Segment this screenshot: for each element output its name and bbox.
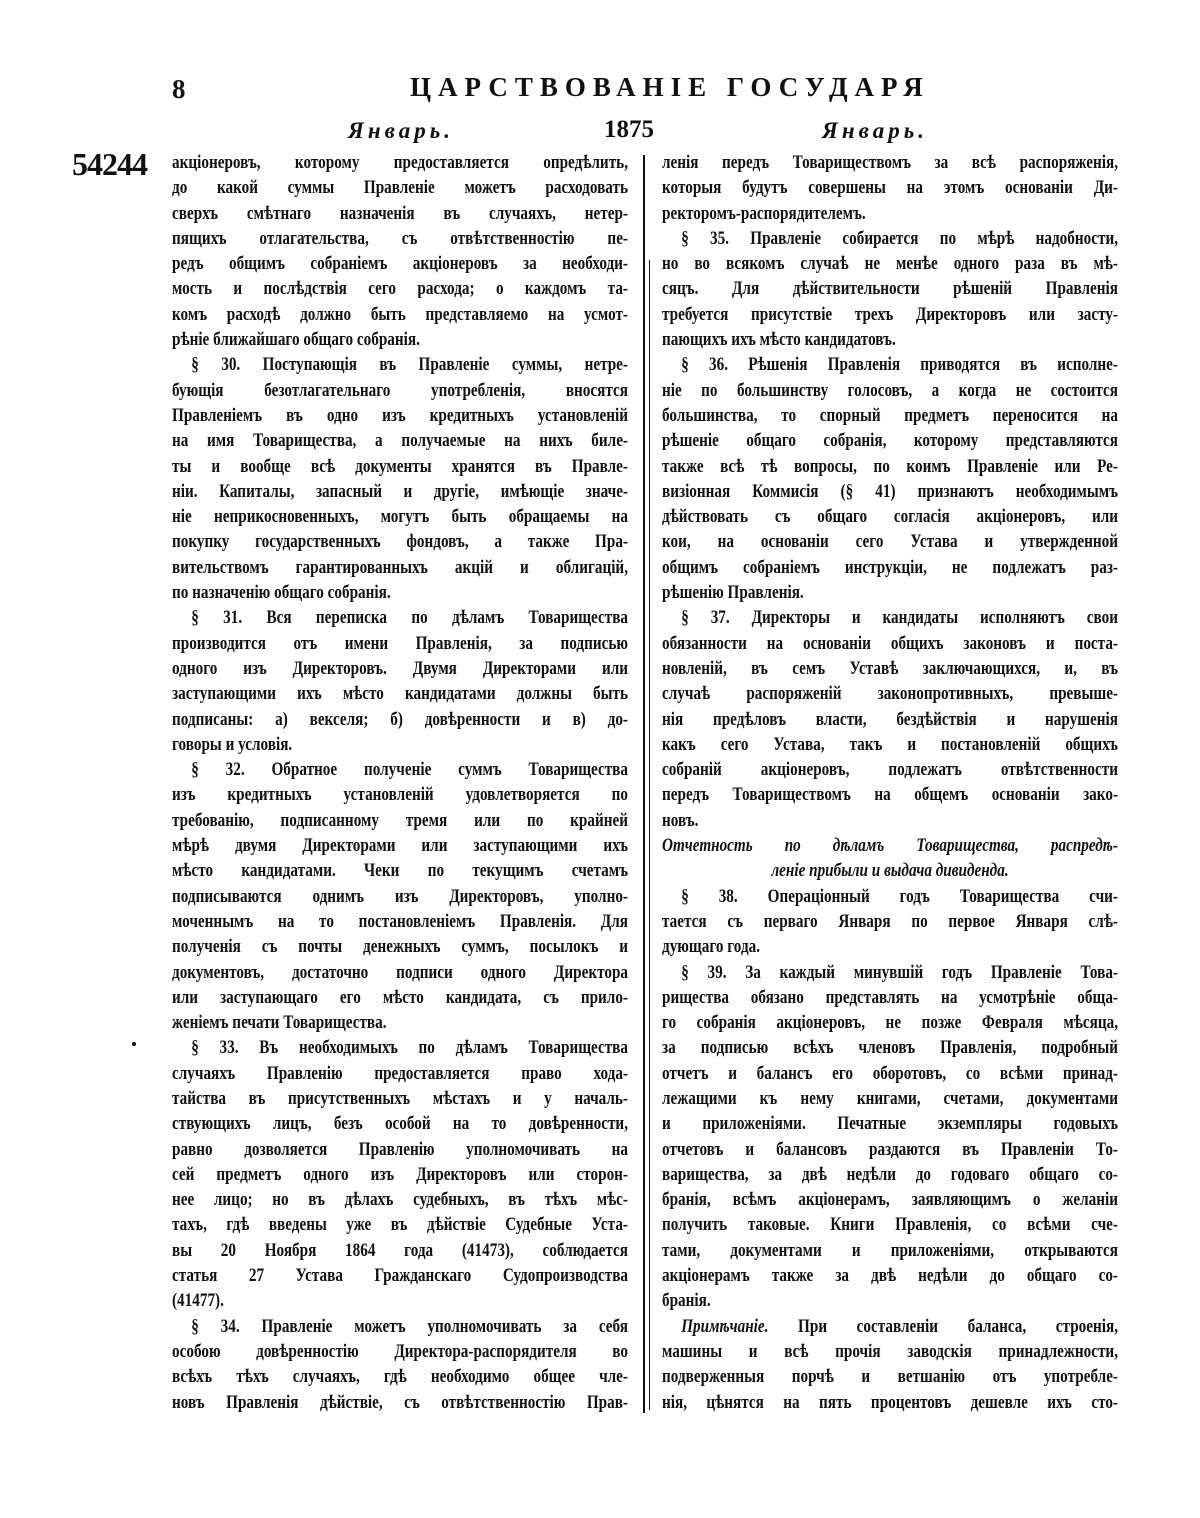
text-line: сей предметъ одного изъ Директоровъ или сторон- [172, 1163, 628, 1185]
text-line: бующія безотлагательнаго употребленія, вносятся [172, 379, 628, 401]
text-line: § 36. Рѣшенія Правленія приводятся въ исполне- [681, 354, 1118, 376]
text-line: дѣйствовать съ общаго согласія акціонеровъ, или [662, 506, 1118, 528]
running-title: ЦАРСТВОВАНІЕ ГОСУДАРЯ [410, 72, 930, 102]
paragraph [662, 226, 1118, 352]
text-line: вы 20 Ноября 1864 года (41473), соблюдается [172, 1239, 628, 1261]
section-heading [662, 833, 1118, 884]
text-line: тайства въ присутственныхъ мѣстахъ и у началь- [172, 1087, 628, 1109]
text-line: акціонерамъ также за двѣ недѣли до общаго со- [662, 1265, 1118, 1287]
paragraph [172, 757, 628, 1035]
text-line [662, 1314, 1118, 1339]
text-line: производится отъ имени Правленія, за подписью [172, 632, 628, 654]
text-line: женіемъ печати Товарищества. [172, 1012, 387, 1034]
text-line: нія, цѣнятся на пять процентовъ дешевле ихъ сто- [662, 1391, 1118, 1413]
text-line: тается съ перваго Января по первое Января слѣ- [662, 910, 1118, 932]
text-line: требуется присутствіе трехъ Директоровъ или засту- [662, 303, 1118, 325]
text-line: одного изъ Директоровъ. Двумя Директорами или [172, 657, 628, 679]
text-line: требованію, подписанному тремя или по крайней [172, 809, 628, 831]
text-line: получить таковые. Книги Правленія, со всѣми сче- [662, 1214, 1118, 1236]
text-line: собраній акціонеровъ, подлежатъ отвѣтственности [662, 759, 1118, 781]
text-line: равно дозволяется Правленію уполномочивать на [172, 1138, 628, 1160]
text-line: сяцъ. Для дѣйствительности рѣшеній Правленія [662, 278, 1118, 300]
text-line: документовъ, достаточно подписи одного Директора [172, 961, 628, 983]
text-line: отчетъ и балансъ его оборотовъ, со всѣми принад- [662, 1062, 1118, 1084]
text-line: § 38. Операціонный годъ Товарищества счи- [681, 885, 1118, 907]
text-line: передъ Товариществомъ на общемъ основаніи зако- [662, 784, 1118, 806]
text-line: § 35. Правленіе собирается по мѣрѣ надобности, [681, 227, 1118, 249]
paragraph [662, 960, 1118, 1314]
text-line: § 33. Въ необходимыхъ по дѣламъ Товарищества [191, 1037, 628, 1059]
text-line: нее лицо; но въ дѣлахъ судебныхъ, въ тѣхъ мѣс- [172, 1189, 628, 1211]
text-line: § 31. Вся переписка по дѣламъ Товарищества [191, 607, 628, 629]
text-line: вительствомъ гарантированныхъ акцій и облигацій, [172, 556, 628, 578]
text-line: кои, на основаніи сего Устава и утвержденной [662, 531, 1118, 553]
text-line: или заступающаго его мѣсто кандидата, съ прило- [172, 986, 628, 1008]
text-line: ствующихъ лицъ, безъ особой на то довѣренности, [172, 1113, 628, 1135]
text-line: лежащими къ нему книгами, счетами, документами [662, 1087, 1118, 1109]
text-line: дующаго года. [662, 936, 761, 958]
paragraph [662, 150, 1118, 226]
text-line: нія предѣловъ власти, бездѣйствія и нарушенія [662, 708, 1118, 730]
text-line: сверхъ смѣтнаго назначенія въ случаяхъ, нетер- [172, 202, 628, 224]
text-line: рѣшенію Правленія. [662, 582, 804, 604]
text-line: особою довѣренностію Директора-распорядителя во [172, 1340, 628, 1362]
text-line: ніе по большинству голосовъ, а когда не состоится [662, 379, 1118, 401]
text-line: по назначенію общаго собранія. [172, 582, 391, 604]
text-line: § 39. За каждый минувшій годъ Правленіе Това- [681, 961, 1118, 983]
left-column [172, 150, 628, 1415]
text-line: леніе прибыли и выдача дивиденда. [771, 860, 1009, 882]
note-label: Примѣчаніе. [681, 1315, 769, 1337]
text-line: редъ общимъ собраніемъ акціонеровъ за необходи- [172, 253, 628, 275]
paragraph [662, 605, 1118, 833]
text-line: отчетовъ и балансовъ раздаются въ Правленіи То- [662, 1138, 1118, 1160]
text-line: тахъ, гдѣ введены уже въ дѣйствіе Судебные Уста- [172, 1214, 628, 1236]
text-line: комъ расходѣ должно быть представляемо на усмот- [172, 303, 628, 325]
text-line: § 37. Директоры и кандидаты исполняютъ свои [681, 607, 1118, 629]
text-line: ленія передъ Товариществомъ за всѣ распоряженія, [662, 152, 1118, 173]
text-line: случаяхъ Правленію предоставляется право хода- [172, 1062, 628, 1084]
text-line: покупку государственныхъ фондовъ, а также Пра- [172, 531, 628, 553]
text-line: ніи. Капиталы, запасный и другіе, имѣющіе значе- [172, 480, 628, 502]
text-line: пящихъ отлагательства, съ отвѣтственностію пе- [172, 227, 628, 249]
month-right: Январь. [822, 118, 928, 143]
text-line: Правленіемъ въ одно изъ кредитныхъ установленій [172, 404, 628, 426]
right-column [662, 150, 1118, 1415]
text-line: говоры и условія. [172, 733, 293, 755]
text-line: ты и вообще всѣ документы хранятся въ Правле- [172, 455, 628, 477]
text-line: § 32. Обратное полученіе суммъ Товарищества [191, 759, 628, 781]
text-line: общимъ собраніемъ инструкціи, не подлежатъ раз- [662, 556, 1118, 578]
paragraph [172, 1314, 628, 1415]
text-line: статья 27 Устава Гражданскаго Судопроизводства [172, 1265, 628, 1287]
text-line: визіонная Коммисія (§ 41) признаютъ необходимымъ [662, 480, 1118, 502]
text-line: и приложеніями. Печатные экземпляры годовыхъ [662, 1113, 1118, 1135]
text-line: § 30. Поступающія въ Правленіе суммы, нетре- [191, 354, 628, 376]
text-line: ректоромъ-распорядителемъ. [662, 202, 866, 224]
text-line: но во всякомъ случаѣ не менѣе одного раза въ мѣ- [662, 253, 1118, 275]
text-line: которыя будутъ совершены на этомъ основаніи Ди- [662, 177, 1118, 199]
text-line: машины и всѣ прочія заводскія принадлежности, [662, 1340, 1118, 1362]
note-text: При составленіи баланса, строенія, [798, 1315, 1119, 1337]
paragraph [172, 352, 628, 605]
text-line: обязанности на основаніи общихъ законовъ и поста- [662, 632, 1118, 654]
paragraph [662, 884, 1118, 960]
note-paragraph [662, 1314, 1118, 1415]
column-divider-secondary [649, 260, 650, 1410]
text-line: моченнымъ на то постановленіемъ Правленія. Для [172, 910, 628, 932]
text-line: тами, документами и приложеніями, открываются [662, 1239, 1118, 1261]
paragraph [172, 1035, 628, 1313]
column-divider [643, 155, 645, 1413]
text-line: бранія. [662, 1290, 711, 1312]
text-line: (41477). [172, 1290, 224, 1312]
paragraph [172, 150, 628, 352]
text-line: рѣніе ближайшаго общаго собранія. [172, 329, 420, 351]
text-line: подписаны: а) векселя; б) довѣренности и в) до- [172, 708, 628, 730]
text-line: до какой суммы Правленіе можетъ расходовать [172, 177, 628, 199]
text-line: акціонеровъ, которому предоставляется опредѣлить, [172, 152, 628, 173]
text-line: на имя Товарищества, а получаемые на нихъ биле- [172, 430, 628, 452]
text-line: мость и послѣдствія сего расхода; о каждомъ та- [172, 278, 628, 300]
text-line: рѣшеніе общаго собранія, которому представляются [662, 430, 1118, 452]
margin-number: 54244 [72, 146, 147, 182]
text-line: также всѣ тѣ вопросы, по коимъ Правленіе или Ре- [662, 455, 1118, 477]
text-line: Отчетность по дѣламъ Товарищества, распредѣ- [662, 835, 1118, 857]
text-line: заступающими ихъ мѣсто кандидатами должны быть [172, 683, 628, 705]
text-line: за подписью всѣхъ членовъ Правленія, подробный [662, 1037, 1118, 1059]
text-line: новъ Правленія дѣйствіе, съ отвѣтственностію Прав- [172, 1391, 628, 1413]
text-line: го собранія акціонеровъ, не позже Февраля мѣсяца, [662, 1012, 1118, 1034]
month-left: Январь. [348, 118, 454, 143]
text-line: рищества обязано представлять на усмотрѣніе обща- [662, 986, 1118, 1008]
year: 1875 [604, 116, 654, 143]
page-number: 8 [172, 74, 186, 104]
text-line: всѣхъ тѣхъ случаяхъ, гдѣ необходимо общее чле- [172, 1366, 628, 1388]
text-line: большинства, то спорный предметъ переносится на [662, 404, 1118, 426]
text-line: мѣсто кандидатами. Чеки по текущимъ счетамъ [172, 860, 628, 882]
text-line: подписываются однимъ изъ Директоровъ, уполно- [172, 885, 628, 907]
text-line: ніе неприкосновенныхъ, могутъ быть обращаемы на [172, 506, 628, 528]
text-line: мѣрѣ двумя Директорами или заступающими ихъ [172, 835, 628, 857]
text-line: варищества, за двѣ недѣли до годоваго общаго со- [662, 1163, 1118, 1185]
text-line: § 34. Правленіе можетъ уполномочивать за себя [191, 1315, 628, 1337]
text-line: бранія, всѣмъ акціонерамъ, заявляющимъ о желаніи [662, 1189, 1118, 1211]
text-line: подверженныя порчѣ и ветшанію отъ употребле- [662, 1366, 1118, 1388]
text-line: полученія съ почты денежныхъ суммъ, посылокъ и [172, 936, 628, 958]
text-line: изъ кредитныхъ установленій удовлетворяется по [172, 784, 628, 806]
text-line: новъ. [662, 809, 699, 831]
text-line: случаѣ распоряженій законопротивныхъ, превыше- [662, 683, 1118, 705]
text-line: какъ сего Устава, такъ и постановленій общихъ [662, 733, 1118, 755]
text-line: пающихъ ихъ мѣсто кандидатовъ. [662, 329, 896, 351]
print-speck [132, 1042, 136, 1046]
paragraph [172, 605, 628, 757]
paragraph [662, 352, 1118, 605]
text-line: новленій, въ семъ Уставѣ заключающихся, и, въ [662, 657, 1118, 679]
